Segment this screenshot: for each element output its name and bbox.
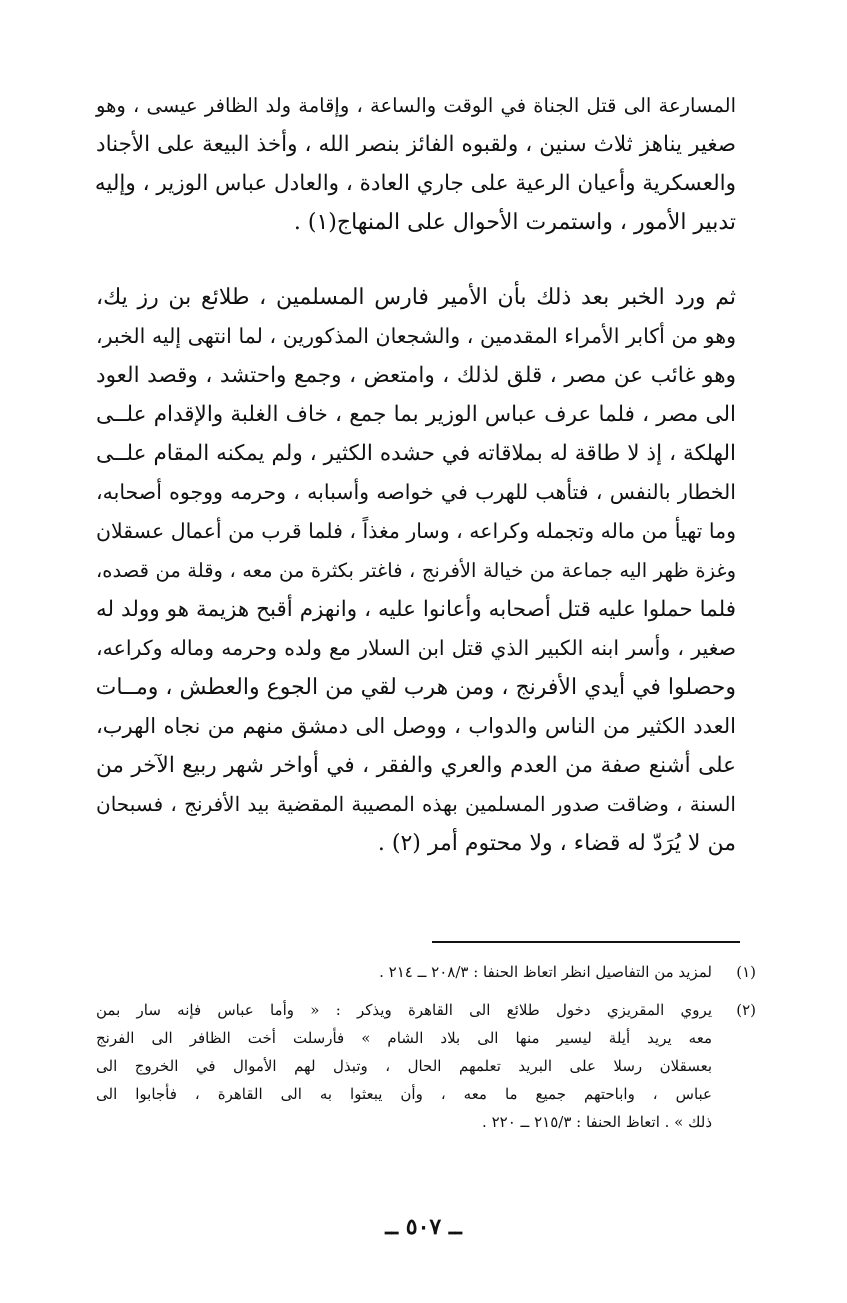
text-line: على أشنع صفة من العدم والعري والفقر ، في أواخر شهر ربيع الآخر من	[96, 753, 736, 778]
paragraph-1	[96, 86, 736, 242]
text-line: الخطار بالنفس ، فتأهب للهرب في خواصه وأسبابه ، وحرمه ووجوه أصحابه،	[96, 480, 736, 504]
footnote-line: معه يريد أيلة ليسير منها الى بلاد الشام » فأرسلت أخت الظافر الى الفرنج	[96, 1029, 712, 1047]
text-line: وهو غائب عن مصر ، قلق لذلك ، وامتعض ، وجمع واحتشد ، وقصد العود	[96, 363, 736, 388]
footnote-line: لمزيد من التفاصيل انظر اتعاظ الحنفا : ٢٠٨/٣ ــ ٢١٤ .	[379, 963, 712, 981]
footnote-1	[96, 958, 756, 986]
text-line: السنة ، وضاقت صدور المسلمين بهذه المصيبة المقضية بيد الأفرنج ، فسبحان	[96, 792, 736, 816]
page-number: ــ ٥٠٧ ــ	[385, 1214, 462, 1240]
footnote-line: ذلك » . اتعاظ الحنفا : ٢١٥/٣ ــ ٢٢٠ .	[482, 1113, 712, 1131]
footnote-separator	[432, 941, 740, 943]
footnote-line: بعسقلان رسلا على البريد تعلمهم الحال ، وتبذل لهم الأموال في الخروج الى	[96, 1057, 712, 1075]
text-line: صغير ، وأسر ابنه الكبير الذي قتل ابن السلار مع ولده وحرمه وماله وكراعه،	[96, 636, 736, 660]
footnote-2	[96, 996, 756, 1136]
text-line: العدد الكثير من الناس والدواب ، ووصل الى دمشق منهم من نجاه الهرب،	[96, 714, 736, 738]
text-line: المسارعة الى قتل الجناة في الوقت والساعة ، وإقامة ولد الظافر عيسى ، وهو	[96, 94, 736, 117]
text-line: صغير يناهز ثلاث سنين ، ولقبوه الفائز بنصر الله ، وأخذ البيعة على الأجناد	[96, 132, 736, 157]
text-line: فلما حملوا عليه قتل أصحابه وأعانوا عليه ، وانهزم أقبح هزيمة هو وولد له	[96, 597, 736, 622]
text-line: وغزة ظهر اليه جماعة من خيالة الأفرنج ، فاغتر بكثرة من معه ، وقلة من قصده،	[96, 559, 736, 582]
footnotes	[96, 958, 756, 1136]
text-line: تدبير الأمور ، واستمرت الأحوال على المنهاج(١) .	[293, 210, 736, 235]
text-line: الى مصر ، فلما عرف عباس الوزير بما جمع ، خاف الغلبة والإقدام علــى	[96, 402, 736, 427]
text-line: والعسكرية وأعيان الرعية على جاري العادة ، والعادل عباس الوزير ، وإليه	[94, 171, 736, 196]
footnote-text	[96, 996, 712, 1136]
text-line: من لا يُرَدّ له قضاء ، ولا محتوم أمر (٢) .	[377, 831, 736, 856]
text-line: وهو من أكابر الأمراء المقدمين ، والشجعان المذكورين ، لما انتهى إليه الخبر،	[96, 324, 736, 348]
text-line: ثم ورد الخبر بعد ذلك بأن الأمير فارس المسلمين ، طلائع بن رز يك،	[96, 285, 736, 310]
footnote-line: يروي المقريزي دخول طلائع الى القاهرة ويذكر : « وأما عباس فإنه سار بمن	[96, 1001, 712, 1019]
footnote-number: (١)	[736, 963, 756, 981]
text-line: الهلكة ، إذ لا طاقة له بملاقاته في حشده الكثير ، ولم يمكنه المقام علــى	[96, 441, 736, 466]
paragraph-2	[96, 278, 736, 863]
text-line: وما تهيأ من ماله وتجمله وكراعه ، وسار مغذاً ، فلما قرب من أعمال عسقلان	[96, 519, 736, 543]
footnote-line: عباس ، واباحتهم جميع ما معه ، وأن يبعثوا به الى القاهرة ، فأجابوا الى	[96, 1085, 712, 1103]
footnote-text	[96, 958, 712, 986]
footnote-number: (٢)	[736, 1001, 756, 1019]
text-line: وحصلوا في أيدي الأفرنج ، ومن هرب لقي من الجوع والعطش ، ومــات	[95, 675, 736, 700]
